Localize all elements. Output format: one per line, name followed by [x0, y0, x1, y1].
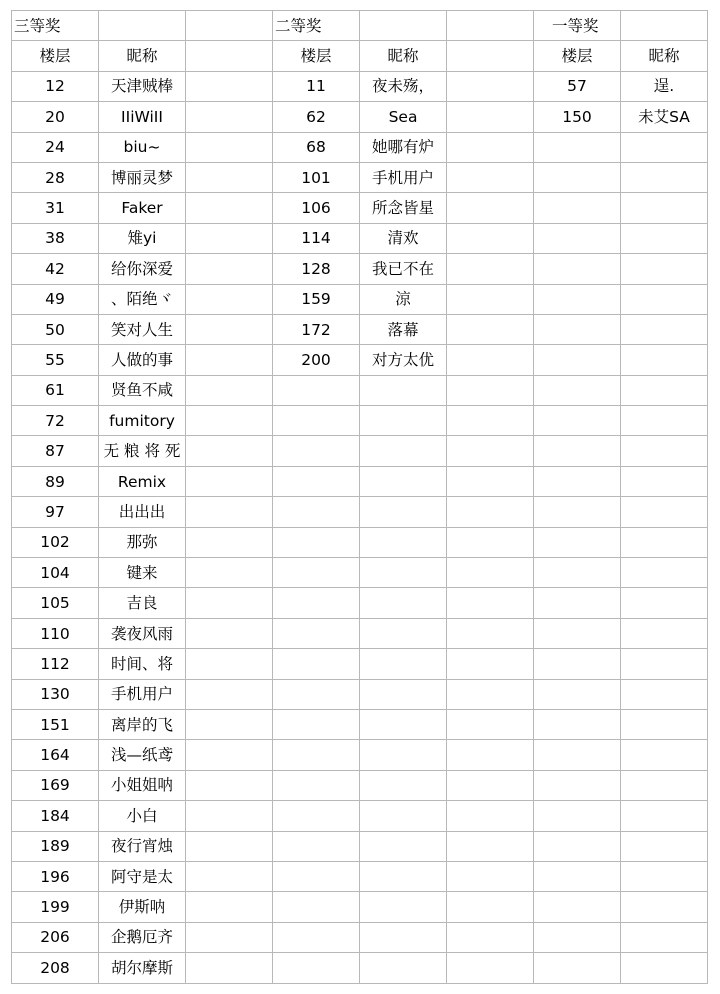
third-floor-cell: 55: [12, 345, 99, 375]
empty-cell: [186, 193, 273, 223]
empty-cell: [186, 375, 273, 405]
empty-cell: [534, 922, 621, 952]
table-row: [12, 831, 708, 861]
empty-cell: [621, 831, 708, 861]
second-floor-cell: 101: [273, 162, 360, 192]
empty-cell: [273, 649, 360, 679]
empty-cell: [534, 649, 621, 679]
empty-cell: [534, 861, 621, 891]
table-row: [12, 679, 708, 709]
empty-cell: [447, 709, 534, 739]
empty-cell: [186, 102, 273, 132]
empty-cell: [447, 314, 534, 344]
third-nickname-cell: 人做的事: [99, 345, 186, 375]
empty-cell: [273, 770, 360, 800]
second-floor-cell: 159: [273, 284, 360, 314]
empty-cell: [360, 618, 447, 648]
empty-cell: [186, 497, 273, 527]
empty-cell: [360, 892, 447, 922]
empty-cell: [621, 709, 708, 739]
table-row: [12, 740, 708, 770]
empty-cell: [360, 527, 447, 557]
table-row: [12, 558, 708, 588]
third-floor-cell: 199: [12, 892, 99, 922]
third-nickname-cell: 小姐姐呐: [99, 770, 186, 800]
third-floor-cell: 104: [12, 558, 99, 588]
table-row: [12, 254, 708, 284]
empty-cell: [621, 162, 708, 192]
empty-cell: [534, 588, 621, 618]
empty-cell: [186, 679, 273, 709]
third-nickname-cell: 袭夜风雨: [99, 618, 186, 648]
empty-cell: [447, 558, 534, 588]
empty-cell: [447, 861, 534, 891]
third-nickname-cell: 离岸的飞: [99, 709, 186, 739]
third-nickname-cell: 胡尔摩斯: [99, 953, 186, 983]
third-nickname-cell: 小白: [99, 801, 186, 831]
empty-cell: [186, 436, 273, 466]
table-row: [12, 709, 708, 739]
empty-cell: [360, 679, 447, 709]
empty-cell: [186, 922, 273, 952]
empty-cell: [273, 922, 360, 952]
empty-cell: [447, 770, 534, 800]
empty-cell: [447, 193, 534, 223]
empty-cell: [447, 922, 534, 952]
empty-cell: [447, 892, 534, 922]
empty-cell: [621, 466, 708, 496]
second-floor-cell: 106: [273, 193, 360, 223]
table-row: [12, 892, 708, 922]
empty-cell: [621, 558, 708, 588]
empty-cell: [186, 314, 273, 344]
third-floor-header: 楼层: [12, 41, 99, 71]
first-nickname-cell: 逞.: [621, 71, 708, 101]
empty-cell: [273, 953, 360, 983]
empty-cell: [621, 345, 708, 375]
empty-cell: [186, 406, 273, 436]
empty-cell: [186, 709, 273, 739]
empty-cell: [447, 345, 534, 375]
empty-cell: [447, 223, 534, 253]
third-nickname-cell: biu~: [99, 132, 186, 162]
table-row: [12, 801, 708, 831]
empty-cell: [273, 497, 360, 527]
empty-cell: [447, 679, 534, 709]
empty-cell: [621, 284, 708, 314]
empty-cell: [186, 558, 273, 588]
empty-cell: [360, 740, 447, 770]
empty-cell: [186, 953, 273, 983]
empty-cell: [621, 223, 708, 253]
table-row: [12, 102, 708, 132]
third-nickname-cell: IIiWiII: [99, 102, 186, 132]
third-nickname-cell: 吉良: [99, 588, 186, 618]
empty-cell: [360, 558, 447, 588]
empty-cell: [534, 831, 621, 861]
third-floor-cell: 164: [12, 740, 99, 770]
first-floor-cell: 57: [534, 71, 621, 101]
third-floor-cell: 50: [12, 314, 99, 344]
second-prize-title: 二等奖: [273, 11, 360, 41]
empty-cell: [621, 740, 708, 770]
third-floor-cell: 196: [12, 861, 99, 891]
empty-cell: [360, 375, 447, 405]
empty-cell: [186, 254, 273, 284]
table-row: [12, 375, 708, 405]
empty-cell: [447, 831, 534, 861]
empty-cell: [186, 831, 273, 861]
third-nickname-cell: 浅—纸鸢: [99, 740, 186, 770]
third-nickname-cell: 阿守是太: [99, 861, 186, 891]
empty-cell: [534, 770, 621, 800]
third-floor-cell: 184: [12, 801, 99, 831]
empty-cell: [534, 436, 621, 466]
first-nickname-cell: 未艾SA: [621, 102, 708, 132]
empty-cell: [273, 861, 360, 891]
third-nickname-cell: 出出出: [99, 497, 186, 527]
empty-cell: [186, 345, 273, 375]
third-floor-cell: 105: [12, 588, 99, 618]
empty-cell: [534, 406, 621, 436]
prize-title-row: [12, 11, 708, 41]
third-floor-cell: 49: [12, 284, 99, 314]
empty-cell: [360, 801, 447, 831]
third-nickname-cell: 那弥: [99, 527, 186, 557]
table-row: [12, 406, 708, 436]
second-nickname-cell: Sea: [360, 102, 447, 132]
third-prize-title: 三等奖: [12, 11, 99, 41]
empty-cell: [273, 709, 360, 739]
third-nickname-cell: 雉yi: [99, 223, 186, 253]
prize-winners-table-body: [12, 11, 708, 984]
empty-cell: [99, 11, 186, 41]
third-nickname-cell: 伊斯呐: [99, 892, 186, 922]
first-prize-title: 一等奖: [534, 11, 621, 41]
second-nick-header: 昵称: [360, 41, 447, 71]
table-row: [12, 345, 708, 375]
third-nickname-cell: 给你深爱: [99, 254, 186, 284]
empty-cell: [360, 11, 447, 41]
second-nickname-cell: 对方太优: [360, 345, 447, 375]
empty-cell: [360, 588, 447, 618]
empty-cell: [186, 223, 273, 253]
third-floor-cell: 151: [12, 709, 99, 739]
empty-cell: [186, 588, 273, 618]
empty-cell: [360, 953, 447, 983]
empty-cell: [186, 132, 273, 162]
second-floor-cell: 68: [273, 132, 360, 162]
empty-cell: [186, 892, 273, 922]
third-floor-cell: 206: [12, 922, 99, 952]
empty-cell: [447, 466, 534, 496]
empty-cell: [186, 801, 273, 831]
third-nickname-cell: fumitory: [99, 406, 186, 436]
table-row: [12, 284, 708, 314]
empty-cell: [534, 679, 621, 709]
table-row: [12, 861, 708, 891]
table-row: [12, 223, 708, 253]
empty-cell: [186, 11, 273, 41]
third-floor-cell: 12: [12, 71, 99, 101]
table-row: [12, 770, 708, 800]
empty-cell: [360, 831, 447, 861]
empty-cell: [447, 11, 534, 41]
empty-cell: [360, 497, 447, 527]
empty-cell: [273, 831, 360, 861]
second-floor-cell: 200: [273, 345, 360, 375]
empty-cell: [447, 436, 534, 466]
second-floor-cell: 11: [273, 71, 360, 101]
empty-cell: [360, 436, 447, 466]
table-row: [12, 193, 708, 223]
empty-cell: [621, 254, 708, 284]
empty-cell: [186, 740, 273, 770]
third-floor-cell: 72: [12, 406, 99, 436]
empty-cell: [273, 618, 360, 648]
empty-cell: [447, 406, 534, 436]
empty-cell: [447, 801, 534, 831]
third-floor-cell: 24: [12, 132, 99, 162]
second-nickname-cell: 所念皆星: [360, 193, 447, 223]
empty-cell: [186, 41, 273, 71]
empty-cell: [447, 41, 534, 71]
column-header-row: [12, 41, 708, 71]
empty-cell: [273, 406, 360, 436]
second-floor-cell: 172: [273, 314, 360, 344]
empty-cell: [621, 679, 708, 709]
empty-cell: [621, 801, 708, 831]
first-floor-cell: 150: [534, 102, 621, 132]
empty-cell: [273, 588, 360, 618]
empty-cell: [360, 406, 447, 436]
first-floor-header: 楼层: [534, 41, 621, 71]
empty-cell: [186, 71, 273, 101]
third-nickname-cell: 时间、将: [99, 649, 186, 679]
empty-cell: [447, 740, 534, 770]
empty-cell: [447, 497, 534, 527]
second-nickname-cell: 她哪有炉: [360, 132, 447, 162]
empty-cell: [534, 193, 621, 223]
second-floor-cell: 62: [273, 102, 360, 132]
third-floor-cell: 102: [12, 527, 99, 557]
empty-cell: [621, 497, 708, 527]
table-row: [12, 922, 708, 952]
empty-cell: [534, 892, 621, 922]
third-floor-cell: 169: [12, 770, 99, 800]
empty-cell: [273, 558, 360, 588]
second-nickname-cell: 手机用户: [360, 162, 447, 192]
empty-cell: [621, 861, 708, 891]
empty-cell: [621, 527, 708, 557]
empty-cell: [534, 740, 621, 770]
empty-cell: [621, 588, 708, 618]
table-row: [12, 162, 708, 192]
empty-cell: [447, 588, 534, 618]
table-row: [12, 466, 708, 496]
empty-cell: [534, 466, 621, 496]
third-floor-cell: 208: [12, 953, 99, 983]
empty-cell: [273, 892, 360, 922]
third-floor-cell: 31: [12, 193, 99, 223]
table-row: [12, 497, 708, 527]
empty-cell: [186, 649, 273, 679]
empty-cell: [447, 132, 534, 162]
empty-cell: [447, 284, 534, 314]
second-nickname-cell: 我已不在: [360, 254, 447, 284]
empty-cell: [360, 770, 447, 800]
empty-cell: [534, 953, 621, 983]
empty-cell: [621, 132, 708, 162]
empty-cell: [621, 11, 708, 41]
empty-cell: [273, 466, 360, 496]
second-floor-cell: 114: [273, 223, 360, 253]
third-floor-cell: 130: [12, 679, 99, 709]
table-row: [12, 527, 708, 557]
empty-cell: [273, 679, 360, 709]
empty-cell: [360, 922, 447, 952]
empty-cell: [534, 618, 621, 648]
empty-cell: [621, 953, 708, 983]
empty-cell: [273, 375, 360, 405]
first-nick-header: 昵称: [621, 41, 708, 71]
empty-cell: [621, 618, 708, 648]
table-row: [12, 132, 708, 162]
empty-cell: [534, 558, 621, 588]
empty-cell: [621, 892, 708, 922]
third-nickname-cell: 笑对人生: [99, 314, 186, 344]
second-nickname-cell: 夜未殇，: [360, 71, 447, 101]
third-floor-cell: 38: [12, 223, 99, 253]
empty-cell: [360, 861, 447, 891]
third-floor-cell: 189: [12, 831, 99, 861]
third-nickname-cell: 夜行宵烛: [99, 831, 186, 861]
empty-cell: [621, 406, 708, 436]
empty-cell: [360, 709, 447, 739]
empty-cell: [273, 801, 360, 831]
empty-cell: [621, 375, 708, 405]
prize-winners-table: [11, 10, 708, 984]
third-nickname-cell: 键来: [99, 558, 186, 588]
second-floor-cell: 128: [273, 254, 360, 284]
third-nickname-cell: Faker: [99, 193, 186, 223]
empty-cell: [273, 740, 360, 770]
table-row: [12, 649, 708, 679]
empty-cell: [534, 132, 621, 162]
empty-cell: [534, 223, 621, 253]
empty-cell: [621, 314, 708, 344]
second-floor-header: 楼层: [273, 41, 360, 71]
third-nickname-cell: 、陌绝ヾ: [99, 284, 186, 314]
empty-cell: [186, 618, 273, 648]
empty-cell: [534, 345, 621, 375]
third-floor-cell: 28: [12, 162, 99, 192]
second-nickname-cell: 落幕: [360, 314, 447, 344]
empty-cell: [186, 861, 273, 891]
empty-cell: [447, 102, 534, 132]
empty-cell: [621, 922, 708, 952]
empty-cell: [534, 497, 621, 527]
third-floor-cell: 110: [12, 618, 99, 648]
third-floor-cell: 112: [12, 649, 99, 679]
empty-cell: [186, 284, 273, 314]
empty-cell: [447, 953, 534, 983]
third-nickname-cell: 手机用户: [99, 679, 186, 709]
empty-cell: [534, 162, 621, 192]
third-floor-cell: 89: [12, 466, 99, 496]
empty-cell: [447, 649, 534, 679]
empty-cell: [447, 618, 534, 648]
empty-cell: [534, 527, 621, 557]
empty-cell: [273, 436, 360, 466]
empty-cell: [273, 527, 360, 557]
empty-cell: [447, 375, 534, 405]
empty-cell: [621, 649, 708, 679]
empty-cell: [534, 284, 621, 314]
empty-cell: [621, 770, 708, 800]
table-row: [12, 618, 708, 648]
empty-cell: [534, 709, 621, 739]
empty-cell: [621, 436, 708, 466]
empty-cell: [534, 254, 621, 284]
table-row: [12, 436, 708, 466]
table-row: [12, 71, 708, 101]
empty-cell: [447, 254, 534, 284]
empty-cell: [360, 466, 447, 496]
empty-cell: [447, 527, 534, 557]
third-nickname-cell: 天津贼棒: [99, 71, 186, 101]
third-nickname-cell: 贤鱼不咸: [99, 375, 186, 405]
empty-cell: [534, 801, 621, 831]
empty-cell: [447, 162, 534, 192]
second-nickname-cell: 清欢: [360, 223, 447, 253]
third-nickname-cell: 企鹅厄齐: [99, 922, 186, 952]
third-nickname-cell: Remix: [99, 466, 186, 496]
empty-cell: [447, 71, 534, 101]
third-nick-header: 昵称: [99, 41, 186, 71]
third-nickname-cell: 博丽灵梦: [99, 162, 186, 192]
empty-cell: [186, 162, 273, 192]
empty-cell: [621, 193, 708, 223]
empty-cell: [186, 466, 273, 496]
empty-cell: [186, 770, 273, 800]
empty-cell: [534, 375, 621, 405]
third-floor-cell: 87: [12, 436, 99, 466]
empty-cell: [360, 649, 447, 679]
third-floor-cell: 20: [12, 102, 99, 132]
table-row: [12, 314, 708, 344]
empty-cell: [186, 527, 273, 557]
second-nickname-cell: 涼: [360, 284, 447, 314]
table-row: [12, 953, 708, 983]
third-floor-cell: 42: [12, 254, 99, 284]
third-nickname-cell: 无 粮 将 死: [99, 436, 186, 466]
third-floor-cell: 97: [12, 497, 99, 527]
empty-cell: [534, 314, 621, 344]
table-row: [12, 588, 708, 618]
third-floor-cell: 61: [12, 375, 99, 405]
